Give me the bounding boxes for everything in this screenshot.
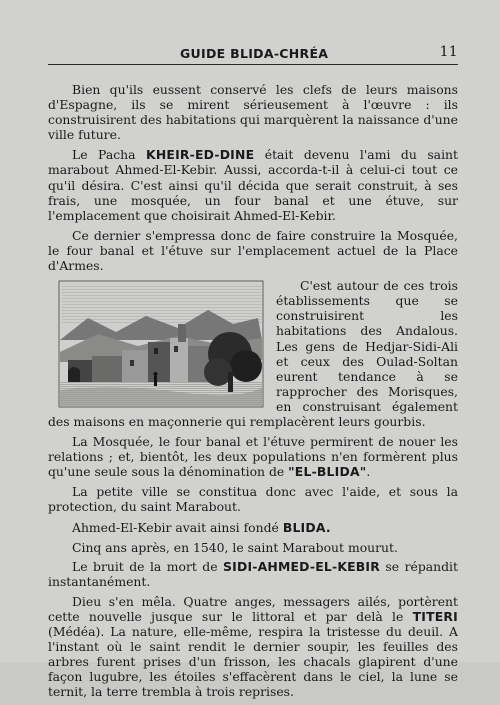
name-blida: BLIDA. bbox=[282, 519, 331, 535]
paragraph: La petite ville se constitua donc avec l'aide, et sous la protection, du saint Marabout. bbox=[48, 484, 458, 515]
text-run: était devenu l'ami du saint marabout Ahmed-El-Kebir. Aussi, accorda-t-il à celui-ci tout ce qu'il désira. C'est ainsi qu'il décida que serait construit, à ses frais, une mosquée, un four banal et une étuve, sur l'emplacement que choisirait Ahmed-El-Kebir. bbox=[48, 147, 458, 223]
text-run: La Mosquée, le four banal et l'étuve permirent de nouer les relations ; et, bientôt, les deux populations n'en formèrent plus qu'une seule sous la dénomination de bbox=[48, 434, 458, 480]
text-run: Dieu s'en mêla. Quatre anges, messagers ailés, portèrent cette nouvelle jusque sur le littoral et par delà le bbox=[48, 593, 458, 624]
text-run: (Médéa). La nature, elle-même, respira la tristesse du deuil. A l'instant où le saint rendit le dernier soupir, les feuilles des arbres furent prises d'un frisson, les chacals glapirent d'une façon lugubre, les étoiles s'effacèrent dans le ciel, la lune se ternit, la terre trembla à trois reprises. bbox=[48, 624, 458, 700]
paragraph bbox=[48, 559, 458, 589]
paragraph bbox=[48, 434, 458, 479]
text-run: Le bruit de la mort de bbox=[72, 558, 224, 574]
paragraph: Cinq ans après, en 1540, le saint Marabout mourut. bbox=[72, 539, 398, 555]
text-run: Le Pacha bbox=[72, 147, 147, 163]
name-el-blida: "EL-BLIDA" bbox=[288, 464, 367, 480]
running-header bbox=[48, 42, 458, 65]
paragraph: Bien qu'ils eussent conservé les clefs de leurs maisons d'Espagne, ils se mirent sérieusement à l'œuvre : ils construisirent des habitations qui marquèrent la naissance d'une ville future. bbox=[48, 82, 458, 143]
body-text bbox=[48, 82, 458, 705]
running-title: GUIDE BLIDA-CHRÉA bbox=[180, 46, 329, 61]
text-run: . bbox=[366, 464, 371, 480]
paragraph bbox=[48, 147, 458, 222]
text-run: se répandit instantanément. bbox=[48, 558, 459, 589]
paragraph: Ce dernier s'empressa donc de faire construire la Mosquée, le four banal et l'étuve sur l'emplacement actuel de la Place d'Armes. bbox=[48, 227, 458, 274]
page-number: 11 bbox=[439, 44, 458, 60]
name-kheir-ed-dine: KHEIR-ED-DINE bbox=[146, 147, 255, 163]
name-sidi-ahmed-el-kebir: SIDI-AHMED-EL-KEBIR bbox=[223, 558, 380, 574]
illustrated-section bbox=[48, 278, 458, 434]
paragraph bbox=[48, 520, 458, 535]
paragraph: C'est autour de ces trois établissements que se construisirent les habitations des Andalous. Les gens de Hedjar-Sidi-Ali et ceux des Oulad-Soltan eurent tendance à se rapprocher des Morisques, en construisant également des maisons en maçonnerie qui remplacèrent leurs gourbis. bbox=[48, 278, 458, 429]
town-illustration bbox=[58, 280, 264, 408]
name-titeri: TITERI bbox=[412, 609, 458, 624]
paragraph bbox=[48, 594, 458, 700]
engraving-image bbox=[58, 280, 264, 408]
text-run: Ahmed-El-Kebir avait ainsi fondé bbox=[72, 519, 283, 535]
